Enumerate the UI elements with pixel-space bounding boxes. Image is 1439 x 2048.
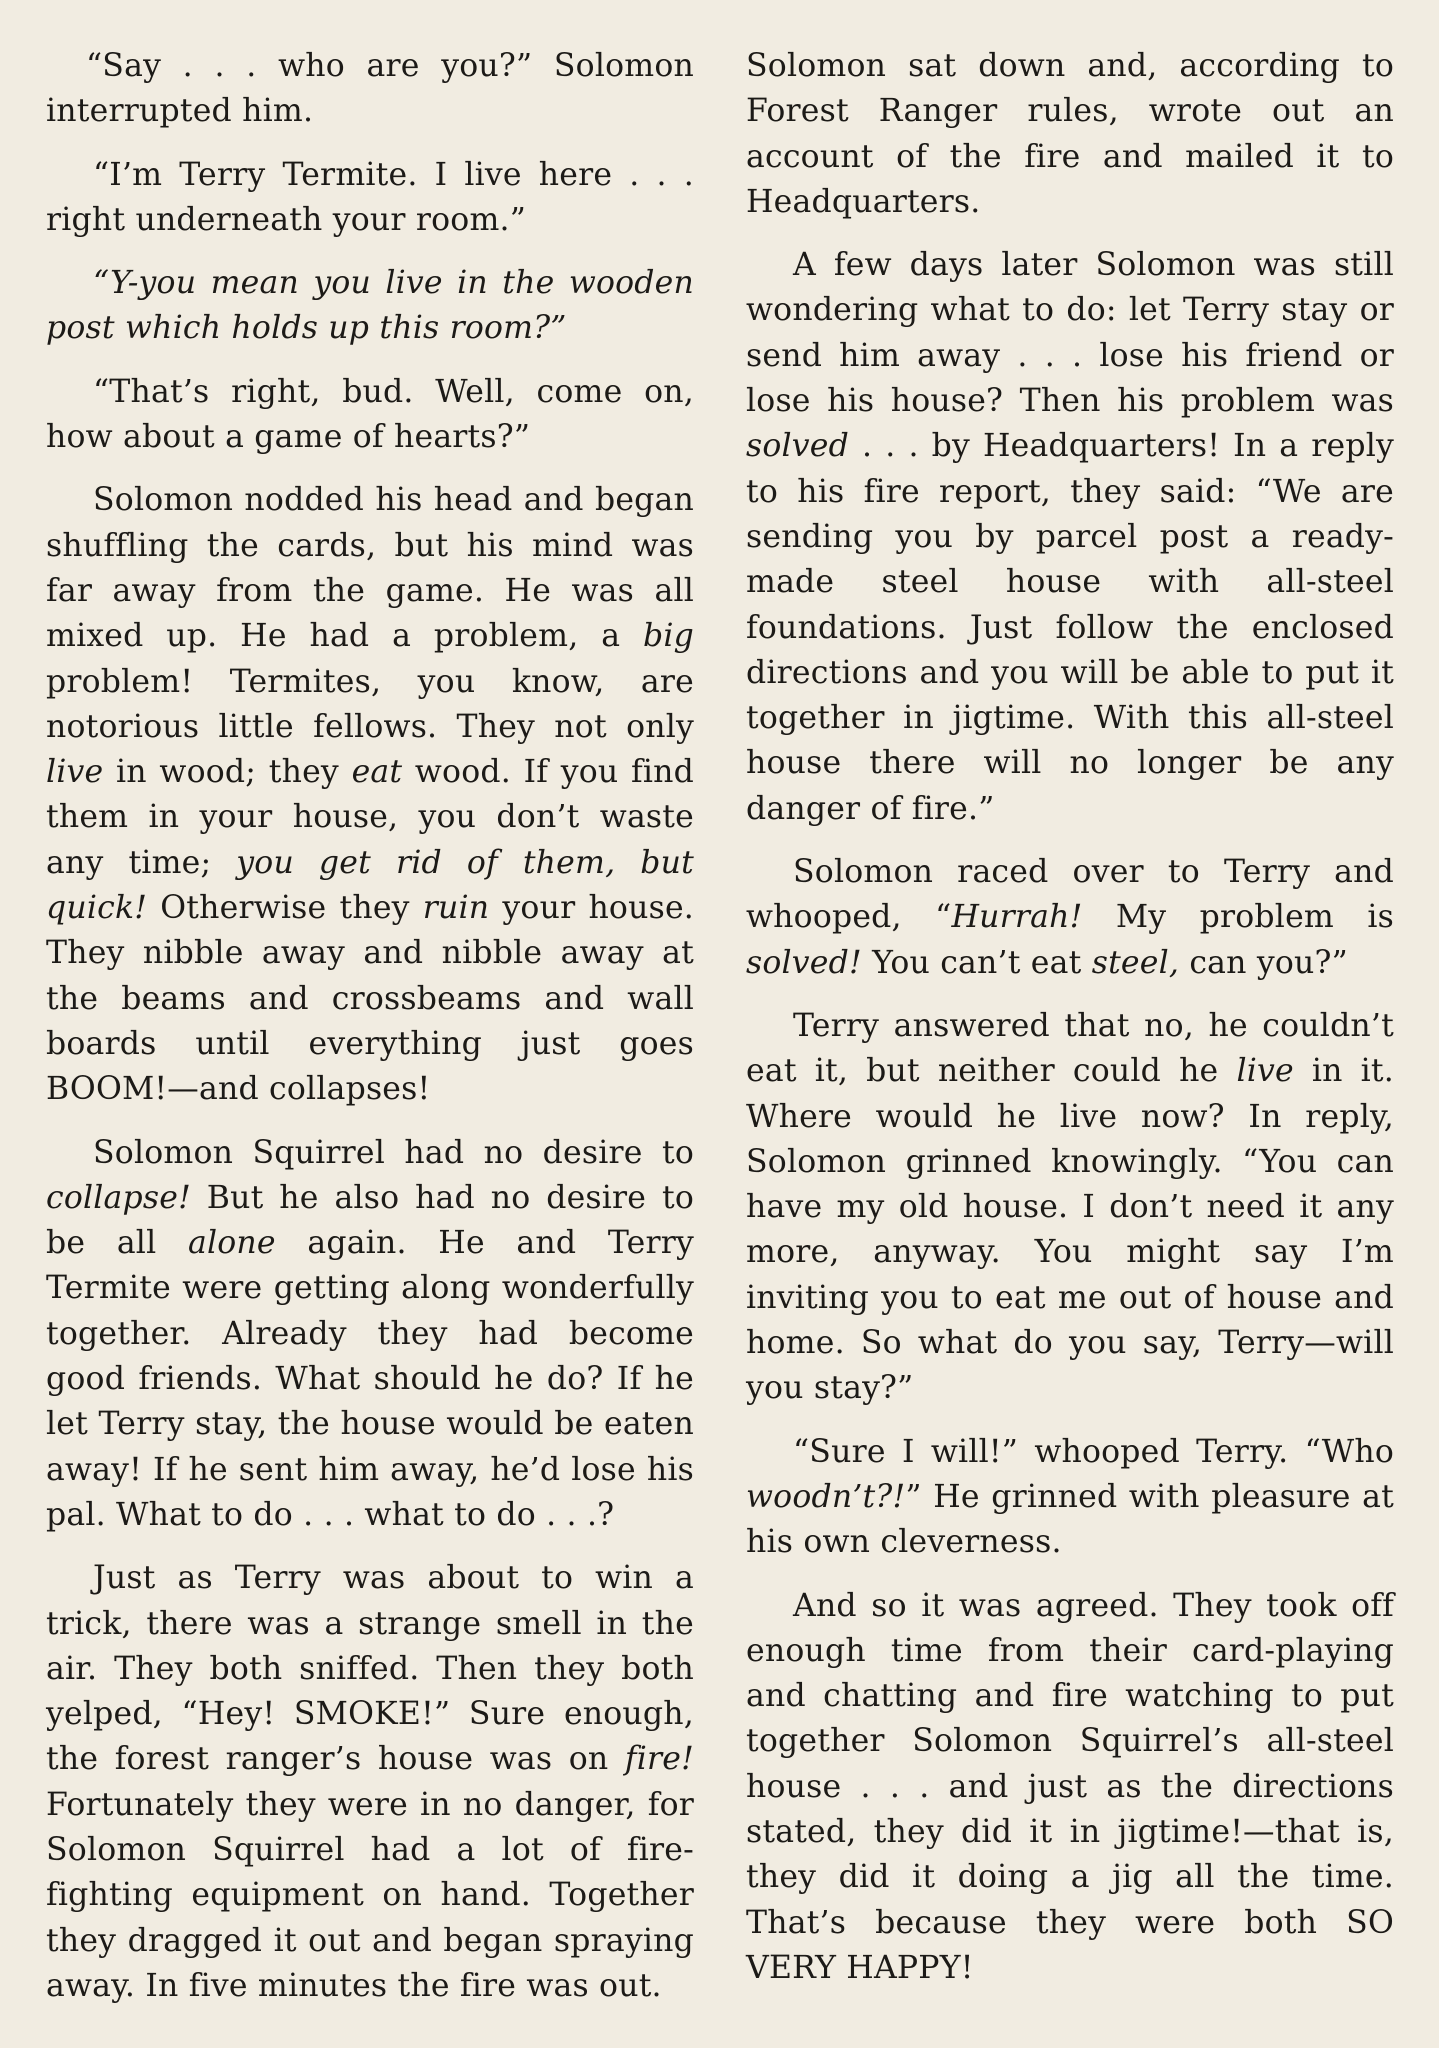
italic-text: you get rid of them, but quick! xyxy=(46,844,694,927)
italic-text: live xyxy=(46,754,104,791)
text-run: My problem is xyxy=(1082,899,1394,936)
text-run: in it. Where would he live now? In reply, Solomon grinned knowingly. “You can have my old house. I don’t need it any more, anyway. You might say I’m inviting you to eat me out of house and home. So what do you say, Terry—will you stay?” xyxy=(746,1053,1394,1407)
paragraph xyxy=(746,1430,1394,1566)
text-run: in wood; they xyxy=(103,754,352,791)
italic-text: steel, xyxy=(1091,944,1180,981)
italic-text: big xyxy=(642,618,694,655)
italic-text: live xyxy=(1236,1053,1294,1090)
paragraph xyxy=(46,478,694,1112)
italic-text: alone xyxy=(187,1225,276,1262)
paragraph: “That’s right, bud. Well, come on, how about a game of hearts?” xyxy=(46,373,694,456)
text-run: Solomon nodded his head and began shuffling the cards, but his mind was far away from the game. He was all mixed up. He had a problem, a xyxy=(46,482,694,655)
text-run: Solomon raced over to Terry and whooped, “ xyxy=(746,854,1394,936)
italic-text: solved xyxy=(746,428,850,465)
text-run: Solomon Squirrel had no desire to xyxy=(93,1134,694,1171)
italic-text: collapse! xyxy=(46,1179,191,1216)
text-run: wood. If you find them in your house, you don’t waste any time; xyxy=(46,754,695,881)
text-run: You can’t eat xyxy=(861,944,1092,981)
italic-text: ruin xyxy=(422,890,490,927)
paragraph: And so it was agreed. They took off enough time from their card-playing and chatting and fire watching to put together Solomon Squirrel’s all-steel house . . . and just as the directions stated, they did it in jigtime!—that is, they did it doing a jig all the time. That’s because they were both SO VERY HAPPY! xyxy=(746,1587,1394,1986)
text-run: But he also had no desire to be all xyxy=(46,1179,694,1262)
text-run: Otherwise they xyxy=(147,890,423,927)
text-run: . . . by Headquarters! In a reply to his fire report, they said: “We are sending you by parcel post a ready-made steel house with all-steel foundations. Just follow the enclosed directions and you will be able to put it together in jigtime. With this all-steel house there will no longer be any danger of fire.” xyxy=(746,428,1394,827)
left-text-column xyxy=(46,44,694,2027)
text-run: “Sure I will!” whooped Terry. “Who xyxy=(793,1433,1394,1470)
text-run: again. He and Terry Termite were getting along wonderfully together. Already they had become good friends. What should he do? If he let Terry stay, the house would be eaten away! If he sent him away, he’d lose his pal. What to do . . . what to do . . .? xyxy=(46,1225,694,1533)
paragraph xyxy=(746,850,1394,986)
text-run: your house. They nibble away and nibble away at the beams and crossbeams and wall boards until everything just goes BOOM!—and collapses! xyxy=(46,890,694,1108)
paragraph: “I’m Terry Termite. I live here . . . right underneath your room.” xyxy=(46,156,694,238)
paragraph: “Say . . . who are you?” Solomon interrupted him. xyxy=(46,48,694,130)
text-run: problem! Termites, you know, are notorious little fellows. They not only xyxy=(46,663,694,745)
paragraph: “Y-you mean you live in the wooden post which holds up this room?” xyxy=(46,265,694,347)
text-run: Just as Terry was about to win a trick, there was a strange smell in the air. They both sniffed. Then they both yelped, “Hey! SMOKE!” Sure enough, the forest ranger’s house was on xyxy=(46,1560,694,1778)
text-run: Fortunately they were in no danger, for Solomon Squirrel had a lot of fire-fighting equipment on hand. Together they dragged it out and began spraying away. In five minutes the fire was out. xyxy=(46,1786,694,2004)
italic-text: Hurrah! xyxy=(951,899,1083,936)
text-run: A few days later Solomon was still wondering what to do: let Terry stay or send him away . . . lose his friend or lose his house? Then his problem was xyxy=(746,247,1394,420)
italic-text: fire! xyxy=(624,1741,694,1778)
italic-text: woodn’t?! xyxy=(746,1478,906,1515)
text-run: Terry answered that no, he couldn’t eat it, but neither could he xyxy=(746,1007,1394,1090)
paragraph xyxy=(46,1131,694,1539)
paragraph xyxy=(746,243,1394,832)
text-run: ” He grinned with pleasure at his own cleverness. xyxy=(746,1478,1394,1561)
italic-text: solved! xyxy=(746,944,862,981)
italic-text: eat xyxy=(351,754,403,791)
right-text-column xyxy=(746,44,1394,2009)
paragraph: Solomon sat down and, according to Forest Ranger rules, wrote out an account of the fire and mailed it to Headquarters. xyxy=(746,48,1394,220)
text-run: can you?” xyxy=(1179,944,1348,981)
paragraph xyxy=(46,1556,694,2009)
paragraph xyxy=(746,1004,1394,1412)
